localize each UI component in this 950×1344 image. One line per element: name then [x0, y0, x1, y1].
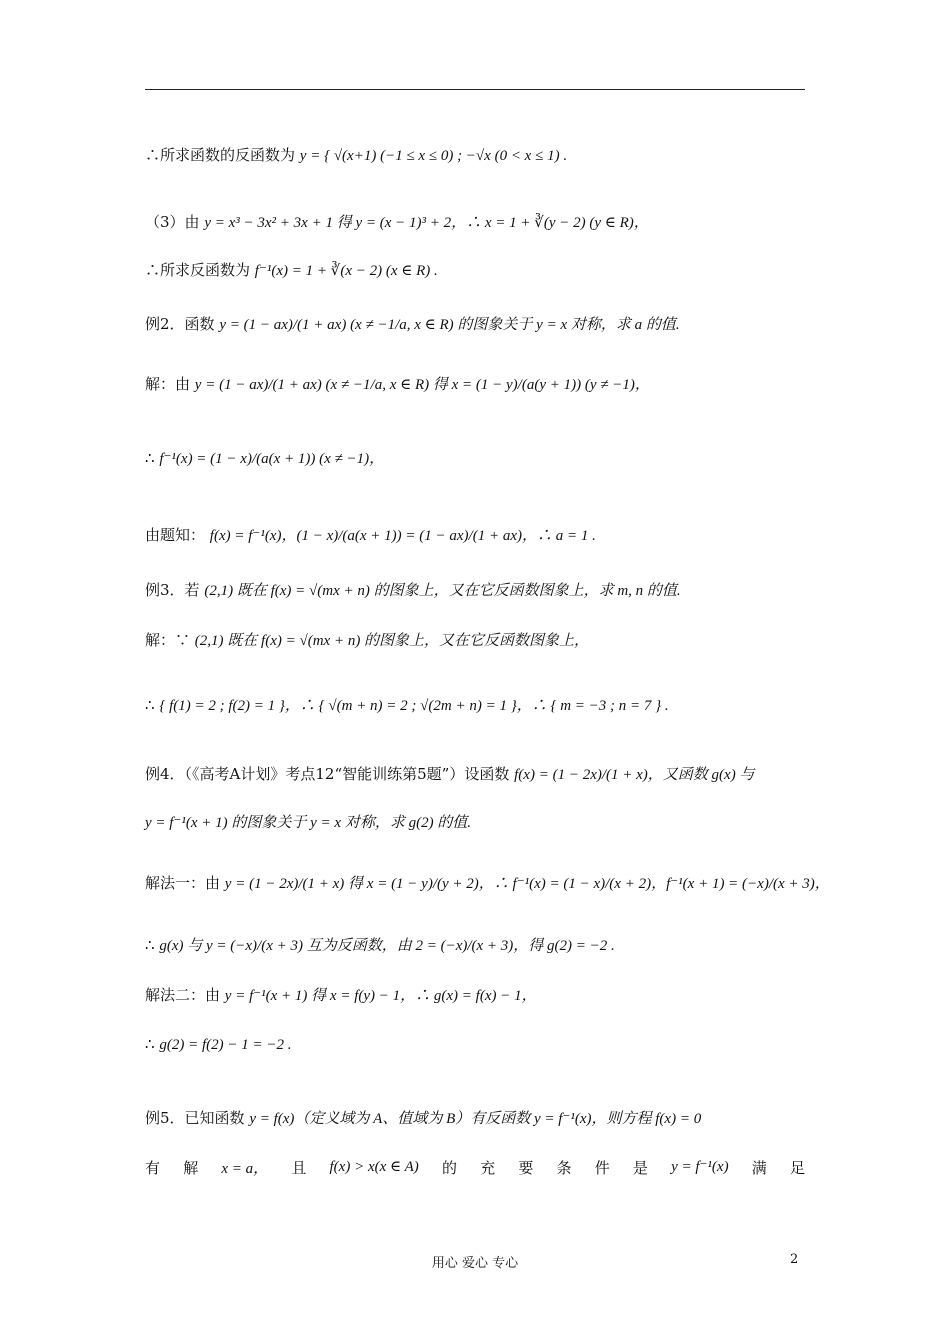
line-18: 有 解 x = a， 且 f(x) > x(x ∈ A) 的 充 要 条 件 是 y = f⁻¹(x) 满 足 [145, 1159, 805, 1177]
line-10: ∴ { f(1) = 2 ; f(2) = 1 }，∴ { √(m + n) = 2 ; √(2m + n) = 1 }，∴ { m = −3 ; n = 7 } . [145, 696, 669, 714]
line-2: （3）由 y = x³ − 3x² + 3x + 1 得 y = (x − 1)³ + 2，∴ x = 1 + ∛(y − 2) (y ∈ R)， [145, 213, 649, 231]
line-5: 解：由 y = (1 − ax)/(1 + ax) (x ≠ −1/a, x ∈ R) 得 x = (1 − y)/(a(y + 1)) (y ≠ −1)， [145, 375, 650, 393]
line-14: ∴ g(x) 与 y = (−x)/(x + 3) 互为反函数，由 2 = (−x)/(x + 3)，得 g(2) = −2 . [145, 936, 615, 954]
line-17: 例5．已知函数 y = f(x)（定义域为 A、值域为 B）有反函数 y = f⁻¹(x)，则方程 f(x) = 0 [145, 1109, 702, 1127]
header-rule [145, 89, 805, 90]
line-12: y = f⁻¹(x + 1) 的图象关于 y = x 对称，求 g(2) 的值. [145, 815, 472, 831]
line-9: 解：∵ (2,1) 既在 f(x) = √(mx + n) 的图象上，又在它反函数图象上， [145, 631, 590, 649]
line-13: 解法一：由 y = (1 − 2x)/(1 + x) 得 x = (1 − y)/(y + 2)，∴ f⁻¹(x) = (1 − x)/(x + 2)，f⁻¹(x + 1) = (−x)/(x + 3)， [145, 874, 830, 892]
line-3: ∴所求反函数为 f⁻¹(x) = 1 + ∛(x − 2) (x ∈ R) . [145, 261, 438, 279]
line-6: ∴ f⁻¹(x) = (1 − x)/(a(x + 1)) (x ≠ −1)， [145, 449, 385, 467]
line-8: 例3．若 (2,1) 既在 f(x) = √(mx + n) 的图象上，又在它反函数图象上，求 m, n 的值. [145, 581, 681, 599]
line-7: 由题知： f(x) = f⁻¹(x)，(1 − x)/(a(x + 1)) = (1 − ax)/(1 + ax)，∴ a = 1 . [145, 526, 596, 544]
line-11: 例4．（《高考A计划》考点12“智能训练第5题”）设函数 f(x) = (1 − 2x)/(1 + x)，又函数 g(x) 与 [145, 765, 755, 783]
line-16: ∴ g(2) = f(2) − 1 = −2 . [145, 1035, 292, 1053]
page-number: 2 [790, 1252, 799, 1267]
footer-text: 用心 爱心 专心 [431, 1256, 519, 1271]
line-15: 解法二：由 y = f⁻¹(x + 1) 得 x = f(y) − 1，∴ g(x) = f(x) − 1， [145, 986, 537, 1004]
line-4: 例2．函数 y = (1 − ax)/(1 + ax) (x ≠ −1/a, x ∈ R) 的图象关于 y = x 对称，求 a 的值. [145, 315, 680, 333]
line-1: ∴所求函数的反函数为 y = { √(x+1) (−1 ≤ x ≤ 0) ; −√x (0 < x ≤ 1) . [145, 146, 568, 164]
